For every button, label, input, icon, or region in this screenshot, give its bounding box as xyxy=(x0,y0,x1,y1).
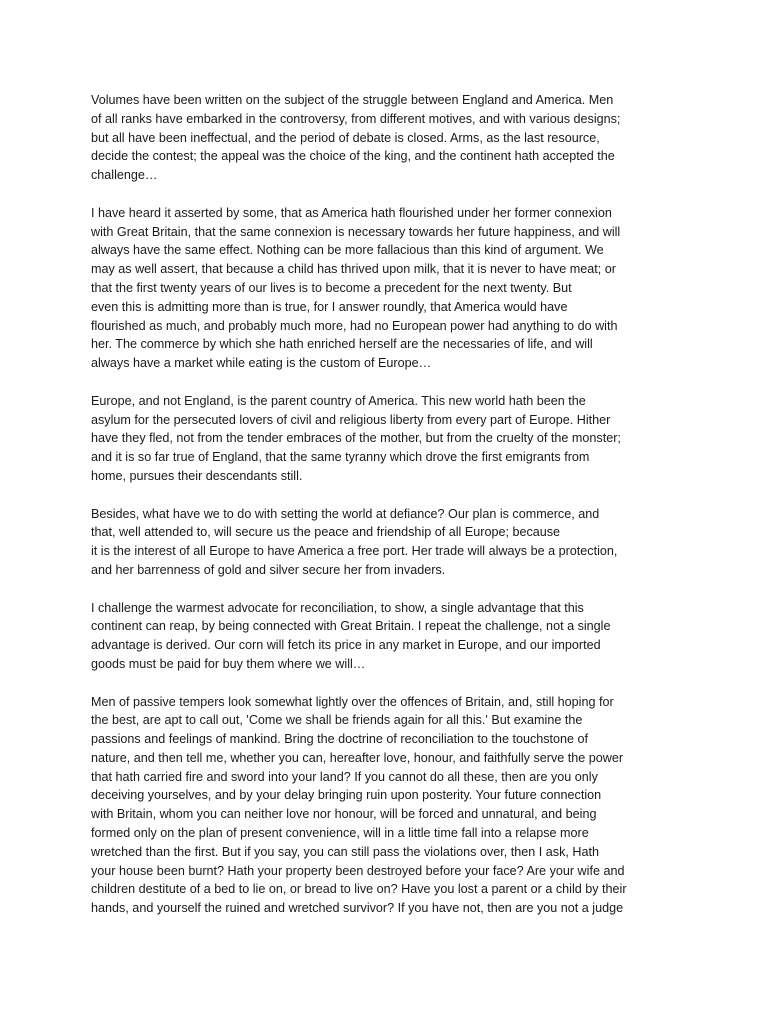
text-line: Men of passive tempers look somewhat lightly over the offences of Britain, and, still hoping for xyxy=(91,694,614,709)
text-line: home, pursues their descendants still. xyxy=(91,468,303,483)
text-line: with Britain, whom you can neither love nor honour, will be forced and unnatural, and being xyxy=(91,807,597,822)
text-line: asylum for the persecuted lovers of civil and religious liberty from every part of Europe. Hither xyxy=(91,412,611,427)
text-line: always have a market while eating is the custom of Europe… xyxy=(91,356,432,371)
text-line: even this is admitting more than is true, for I answer roundly, that America would have xyxy=(91,299,568,314)
paragraph-3 xyxy=(91,392,681,486)
text-line: formed only on the plan of present convenience, will in a little time fall into a relapse more xyxy=(91,826,589,841)
text-line: your house been burnt? Hath your property been destroyed before your face? Are your wife and xyxy=(91,863,625,878)
paragraph-6 xyxy=(91,693,681,919)
text-line: her. The commerce by which she hath enriched herself are the necessaries of life, and will xyxy=(91,337,593,352)
text-line: Besides, what have we to do with setting the world at defiance? Our plan is commerce, and xyxy=(91,506,600,521)
text-line: advantage is derived. Our corn will fetch its price in any market in Europe, and our imported xyxy=(91,638,601,653)
text-line: with Great Britain, that the same connexion is necessary towards her future happiness, and will xyxy=(91,224,621,239)
text-line: goods must be paid for buy them where we will… xyxy=(91,656,366,671)
text-line: nature, and then tell me, whether you can, hereafter love, honour, and faithfully serve the power xyxy=(91,750,624,765)
text-line: but all have been ineffectual, and the period of debate is closed. Arms, as the last resource, xyxy=(91,130,600,145)
text-line: flourished as much, and probably much more, had no European power had anything to do with xyxy=(91,318,618,333)
text-line: decide the contest; the appeal was the choice of the king, and the continent hath accepted the xyxy=(91,149,615,164)
text-line: wretched than the first. But if you say, you can still pass the violations over, then I ask, Hath xyxy=(91,844,599,859)
text-line: and it is so far true of England, that the same tyranny which drove the first emigrants from xyxy=(91,450,590,465)
paragraph-5 xyxy=(91,599,681,674)
text-line: it is the interest of all Europe to have America a free port. Her trade will always be a protection, xyxy=(91,544,618,559)
paragraph-2 xyxy=(91,204,681,373)
text-line: Volumes have been written on the subject of the struggle between England and America. Men xyxy=(91,93,614,107)
text-line: that hath carried fire and sword into your land? If you cannot do all these, then are you only xyxy=(91,769,598,784)
text-line: Europe, and not England, is the parent country of America. This new world hath been the xyxy=(91,393,586,408)
text-line: continent can reap, by being connected with Great Britain. I repeat the challenge, not a single xyxy=(91,619,611,634)
text-line: passions and feelings of mankind. Bring the doctrine of reconciliation to the touchstone of xyxy=(91,732,589,747)
text-line: that the first twenty years of our lives is to become a precedent for the next twenty. But xyxy=(91,280,572,295)
text-line: hands, and yourself the ruined and wretched survivor? If you have not, then are you not a judge xyxy=(91,901,624,916)
text-line: children destitute of a bed to lie on, or bread to live on? Have you lost a parent or a child by their xyxy=(91,882,627,897)
text-line: I have heard it asserted by some, that as America hath flourished under her former connexion xyxy=(91,205,612,220)
text-line: the best, are apt to call out, 'Come we shall be friends again for all this.' But examine the xyxy=(91,713,583,728)
text-line: and her barrenness of gold and silver secure her from invaders. xyxy=(91,562,446,577)
text-line: deceiving yourselves, and by your delay bringing ruin upon posterity. Your future connection xyxy=(91,788,602,803)
paragraph-4 xyxy=(91,505,681,580)
text-line: of all ranks have embarked in the controversy, from different motives, and with various designs; xyxy=(91,111,621,126)
text-line: I challenge the warmest advocate for reconciliation, to show, a single advantage that this xyxy=(91,600,584,615)
text-line: challenge… xyxy=(91,168,158,183)
text-line: may as well assert, that because a child has thrived upon milk, that it is never to have meat; or xyxy=(91,262,616,277)
text-line: have they fled, not from the tender embraces of the mother, but from the cruelty of the monster; xyxy=(91,431,621,446)
text-line: always have the same effect. Nothing can be more fallacious than this kind of argument. We xyxy=(91,243,604,258)
text-line: that, well attended to, will secure us the peace and friendship of all Europe; because xyxy=(91,525,561,540)
paragraph-1 xyxy=(91,91,681,185)
document-page xyxy=(91,91,681,937)
